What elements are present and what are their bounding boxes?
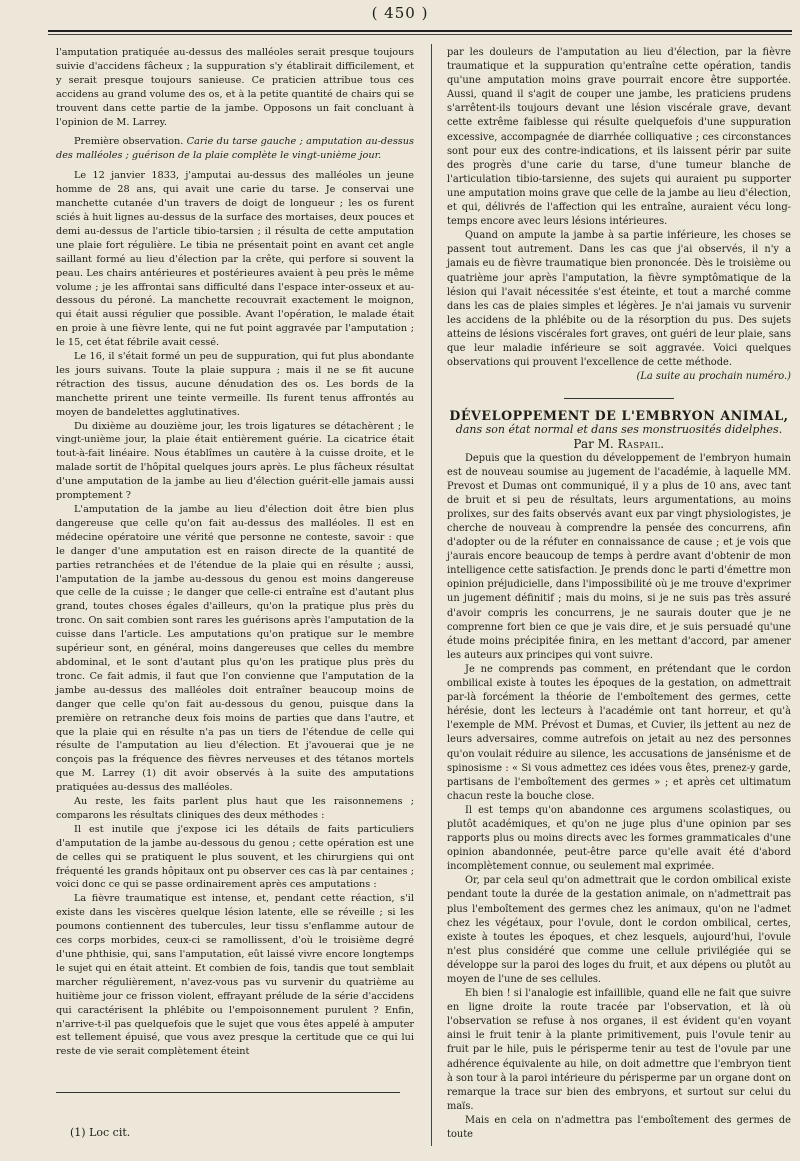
article-separator xyxy=(564,398,674,399)
paragraph: La fièvre traumatique est intense, et, pendant cette réaction, s'il existe dans les viscères quelque lésion latente, elle se réveille ; si les poumons contiennent des tubercules, leur tissu s'enflamme autour de ces corps morbides, ceux-ci se ramollissent, d'où le troisième degré d'une phthisie, qui, sans l'amputation, eût laissé vivre encore longtemps le sujet qui en était atteint. Et combien de fois, tandis que tout semblait marcher régulièrement, n'avez-vous pas vu survenir du quatrième au huitième jour ce frisson violent, effrayant prélude de la série d'accidens qui caractérisent la phlébite ou l'empoisonnement purulent ? Enfin, n'arrive-t-il pas quelquefois que le sujet que vous êtes appelé à amputer est tellement épuisé, que vous avez presque la certitude que ce qui lui reste de vie serait complètement éteint xyxy=(56,893,414,1058)
byline xyxy=(447,437,791,451)
paragraph: l'amputation pratiquée au-dessus des malléoles serait presque toujours suivie d'accidens fâcheux ; la suppuration s'y établirait difficilement, et y serait presque toujours sanieuse. Ce praticien attribue tous ces accidens au grand volume des os, et à la petite quantité de chairs qui se trouvent dans cette partie de la jambe. Opposons un fait concluant à l'opinion de M. Larrey. xyxy=(56,47,414,128)
column-divider xyxy=(431,44,432,1146)
author-name: Raspail. xyxy=(617,437,665,452)
paragraph: Le 12 janvier 1833, j'amputai au-dessus des malléoles un jeune homme de 28 ans, qui avait une carie du tarse. Je conservai une manchette cutanée d'un travers de doigt de longueur ; les os furent sciés à huit lignes au-dessus de la surface des mortaises, deux pouces et demi au-dessus de l'article tibio-tarsien ; il résulta de cette amputation une plaie fort régulière. Le tibia ne présentait point en avant cet angle saillant formé au lieu d'élection par la crête, qui perfore si souvent la peau. Les chairs antérieures et postérieures avaient à peu près le même volume ; je les affrontai sans difficulté dans l'espace inter-osseux et au-dessous du péroné. La manchette recouvrait exactement le moignon, qui était aussi régulier que possible. Avant l'opération, le malade était en proie à une fièvre lente, qui ne fut point aggravée par l'amputation ; le 15, cet état fébrile avait cessé. xyxy=(56,170,414,349)
paragraph: Or, par cela seul qu'on admettrait que le cordon ombilical existe pendant toute la durée de la gestation animale, on n'admettrait pas plus l'emboîtement des germes chez les animaux, qu'on ne l'admet chez les végétaux, pour l'ovule, dont le cordon ombilical, certes, existe à toutes les époques, et chez lesquels, aujourd'hui, l'ovule n'est plus considéré que comme une cellule privilégiée qui se développe sur la paroi des loges du fruit, et aux dépens ou plutôt au moyen de l'une de ses cellules. xyxy=(447,875,791,985)
left-column xyxy=(56,46,414,1059)
article-subtitle: dans son état normal et dans ses monstruosités didelphes. xyxy=(455,423,783,437)
paragraph: Mais en cela on n'admettra pas l'emboîtement des germes de toute xyxy=(447,1114,791,1141)
paragraph: Depuis que la question du développement de l'embryon humain est de nouveau soumise au jugement de l'académie, à laquelle MM. Prevost et Dumas ont communiqué, il y a plus de 10 ans, avec tant de bruit et si peu de résultats, leurs argumentations, au moins prolixes, sur des faits observés avant eux par vingt physiologistes, je cherche de nouveau à comprendre la pensée des concurrens, afin d'adopter ou de la réfuter en connaissance de cause ; et je vois que j'aurais encore beaucoup de temps à perdre avant d'obtenir de mon intelligence cette satisfaction. Je prends donc le parti d'émettre mon opinion préjudicielle, dans l'impossibilité où je me trouve d'exprimer un jugement définitif ; mais du moins, si je ne suis pas très assuré d'avoir compris les concurrens, je ne saurais douter que je ne comprenne fort bien ce que je vais dire, et je suis persuadé qu'une étude moins précipitée finira, en les mettant d'accord, par amener les auteurs aux principes qui vont suivre. xyxy=(447,452,791,661)
page-number: ( 450 ) xyxy=(371,4,429,22)
right-column xyxy=(447,46,791,1142)
byline-prefix: Par M. xyxy=(573,437,618,452)
paragraph: Quand on ampute la jambe à sa partie inférieure, les choses se passent tout autrement. Dans les cas que j'ai observés, il n'y a jamais eu de fièvre traumatique bien prononcée. Dès le troisième ou quatrième jour après l'amputation, la fièvre symptômatique de la lésion qui l'avait nécessitée s'est éteinte, et tout a marché comme dans les cas de plaies simples et légères. Je n'ai jamais vu survenir les accidens de la phlébite ou de la résorption du pus. Des sujets atteins de lésions viscérales fort graves, ont guéri de leur plaie, sans que leur maladie inférieure se soit aggravée. Voici quelques observations qui prouvent l'excellence de cette méthode. xyxy=(447,230,791,369)
paragraph: Je ne comprends pas comment, en prétendant que le cordon ombilical existe à toutes les époques de la gestation, on admettrait par-là forcément la théorie de l'emboîtement des germes, cette hérésie, dont les lecteurs à l'académie ont tant horreur, et qu'à l'exemple de MM. Prévost et Dumas, et Cuvier, ils jettent au nez de leurs adversaires, comme autrefois on jetait au nez des personnes qu'on voulait réduire au silence, les accusations de jansénisme et de spinosisme : « Si vous admettez ces idées vous êtes, prenez-y garde, partisans de l'emboîtement des germes » ; et après cet ultimatum chacun reste la bouche close. xyxy=(447,663,791,802)
paragraph: Le 16, il s'était formé un peu de suppuration, qui fut plus abondante les jours suivans. Toute la plaie suppura ; mais il ne se fit aucune rétraction des tissus, aucune dénudation des os. Les bords de la manchette prirent une teinte vermeille. Ils furent tenus affrontés au moyen de bandelettes agglutinatives. xyxy=(56,351,414,418)
header-rule xyxy=(48,30,792,35)
footnote-rule xyxy=(56,1092,400,1093)
continued-note: (La suite au prochain numéro.) xyxy=(636,371,791,383)
observation-heading xyxy=(56,135,414,163)
paragraph: Il est inutile que j'expose ici les détails de faits particuliers d'amputation de la jambe au-dessous du genou ; cette opération est une de celles qui se pratiquent le plus souvent, et les chirurgiens qui ont fréquenté les grands hôpitaux ont pu observer ces cas là par centaines ; voici donc ce qui se passe ordinairement après ces amputations : xyxy=(56,823,414,891)
footnote: (1) Loc cit. xyxy=(70,1126,131,1139)
article-title: DÉVELOPPEMENT DE L'EMBRYON ANIMAL, xyxy=(449,408,789,424)
paragraph: Au reste, les faits parlent plus haut que les raisonnemens ; comparons les résultats cliniques des deux méthodes : xyxy=(56,796,414,821)
paragraph: Il est temps qu'on abandonne ces argumens scolastiques, ou plutôt académiques, et qu'on ne juge plus d'une opinion par ses rapports plus ou moins directs avec les formes grammaticales d'une opinion abandonnée, peut-être parce qu'elle avait été d'abord incomplètement connue, ou seulement mal exprimée. xyxy=(447,804,791,873)
paragraph: Du dixième au douzième jour, les trois ligatures se détachèrent ; le vingt-unième jour, la plaie était entièrement guérie. La cicatrice était tout-à-fait linéaire. Nous établîmes un cautère à la cuisse droite, et le malade sortit de l'hôpital quelques jours après. Le plus fâcheux résultat d'une amputation de la jambe au lieu d'élection guérit-elle jamais aussi promptement ? xyxy=(56,420,414,502)
observation-lead: Première observation. xyxy=(74,136,184,148)
paragraph: Eh bien ! si l'analogie est infaillible, quand elle ne fait que suivre en ligne droite la route tracée par l'observation, et là où l'observation se refuse à nos organes, il est évident qu'en voyant ainsi le fruit tenir à la plante primitivement, puis l'ovule tenir au fruit par le hile, puis le périsperme tenir au test de l'ovule par une adhérence équivalente au hile, on doit admettre que l'embryon tient à son tour à la paroi intérieure du périsperme par un organe dont on remarque la trace sur bien des embryons, et surtout sur celui du maïs. xyxy=(447,988,791,1112)
observation-title: Carie du tarse gauche ; amputation au-dessus des malléoles ; guérison de la plaie complète le vingt-unième jour. xyxy=(56,136,414,162)
paragraph: par les douleurs de l'amputation au lieu d'élection, par la fièvre traumatique et la suppuration qu'entraîne cette opération, tandis qu'une amputation moins grave pourrait encore être supportée. Aussi, quand il s'agit de couper une jambe, les praticiens prudens s'arrêtent-ils toujours devant une lésion viscérale grave, devant cette extrême faiblesse qui résulte quelquefois d'une suppuration excessive, accompagnée de diarrhée colliquative ; ces circonstances sont pour eux des contre-indications, et ils laissent périr par suite des progrès d'une carie du tarse, d'une tumeur blanche de l'articulation tibio-tarsienne, des sujets qui auraient pu supporter une amputation moins grave que celle de la jambe au lieu d'élection, et qui, délivrés de l'affection qui les entraîne, auraient vécu long-temps encore avec leurs lésions intérieures. xyxy=(447,47,791,228)
paragraph: L'amputation de la jambe au lieu d'élection doit être bien plus dangereuse que celle qu'on fait au-dessus des malléoles. Il est en médecine opératoire une vérité que personne ne conteste, savoir : que le danger d'une amputation est en raison directe de la quantité de parties retranchées et de l'étendue de la plaie qui en résulte ; aussi, l'amputation de la jambe au-dessous du genou est moins dangereuse que celle de la cuisse ; le danger que celle-ci entraîne est d'autant plus grand, toutes choses égales d'ailleurs, qu'on la pratique plus près du tronc. On sait combien sont rares les guérisons après l'amputation de la cuisse dans l'article. Les amputations qu'on pratique sur le membre supérieur sont, en général, moins dangereuses que celles du membre abdominal, et le sont d'autant plus qu'on les pratique plus près du tronc. Ce fait admis, il faut que l'on convienne que l'amputation de la jambe au-dessus des malléoles doit entraîner beaucoup moins de danger que celle qu'on fait au-dessous du genou, puisque dans la première on retranche deux fois moins de parties que dans l'autre, et que la plaie qui en résulte n'a pas un tiers de l'étendue de celle qui résulte de l'amputation au lieu d'élection. Et j'avouerai que je ne conçois pas la fréquence des fièvres nerveuses et des tétanos mortels que M. Larrey (1) dit avoir observés à la suite des amputations pratiquées au-dessus des malléoles. xyxy=(56,504,414,794)
